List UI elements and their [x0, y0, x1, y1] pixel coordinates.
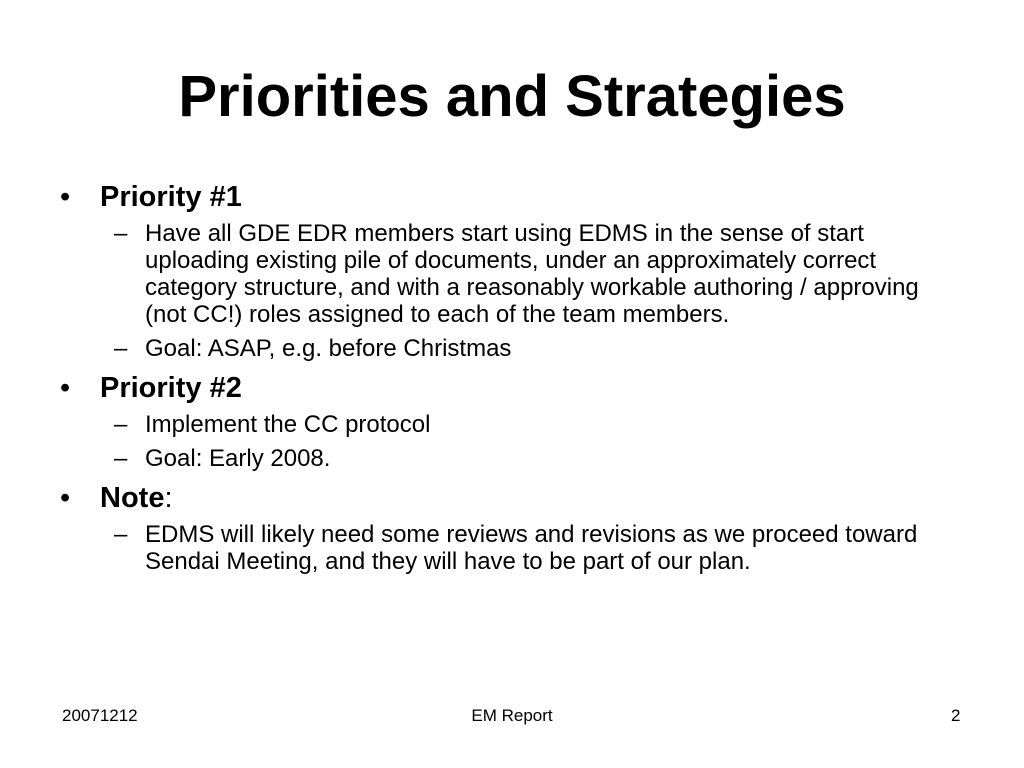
footer-date: 20071212: [62, 706, 138, 725]
bullet-item-priority-1: [56, 178, 956, 216]
sub-list: [56, 220, 956, 362]
bullet-item-note: [56, 479, 956, 517]
footer-title: EM Report: [471, 706, 553, 725]
dash-icon: –: [114, 411, 128, 438]
slide-body: [56, 178, 956, 582]
bullet-item-priority-2: [56, 369, 956, 407]
dash-icon: –: [114, 335, 128, 362]
sub-item-text: EDMS will likely need some reviews and revisions as we proceed toward Sendai Meeting, and they will have to be part of our plan.: [145, 521, 918, 575]
bullet-heading-suffix: :: [164, 482, 173, 514]
bullet-icon: •: [60, 482, 71, 514]
bullet-icon: •: [60, 181, 71, 213]
dash-icon: –: [114, 220, 128, 247]
sub-item-text: Implement the CC protocol: [145, 411, 431, 438]
sub-item-text: Goal: Early 2008.: [145, 445, 331, 472]
bullet-heading: Priority #1: [100, 181, 242, 213]
sub-item-text: Have all GDE EDR members start using EDMS in the sense of start uploading existing pile of documents, under an approximately correct category structure, and with a reasonably workable authoring / approving (not CC!) roles assigned to each of the team members.: [145, 220, 919, 328]
page-number: 2: [951, 706, 961, 725]
dash-icon: –: [114, 445, 128, 472]
sub-item: [56, 335, 956, 362]
sub-item: [56, 521, 956, 575]
bullet-heading: Priority #2: [100, 372, 242, 404]
dash-icon: –: [114, 521, 128, 548]
sub-item: [56, 411, 956, 438]
slide-title: Priorities and Strategies: [178, 64, 846, 129]
sub-list: [56, 411, 956, 472]
sub-item-text: Goal: ASAP, e.g. before Christmas: [145, 335, 512, 362]
bullet-icon: •: [60, 372, 71, 404]
sub-item: [56, 220, 956, 328]
sub-list: [56, 521, 956, 575]
sub-item: [56, 445, 956, 472]
bullet-heading: Note: [100, 482, 165, 514]
